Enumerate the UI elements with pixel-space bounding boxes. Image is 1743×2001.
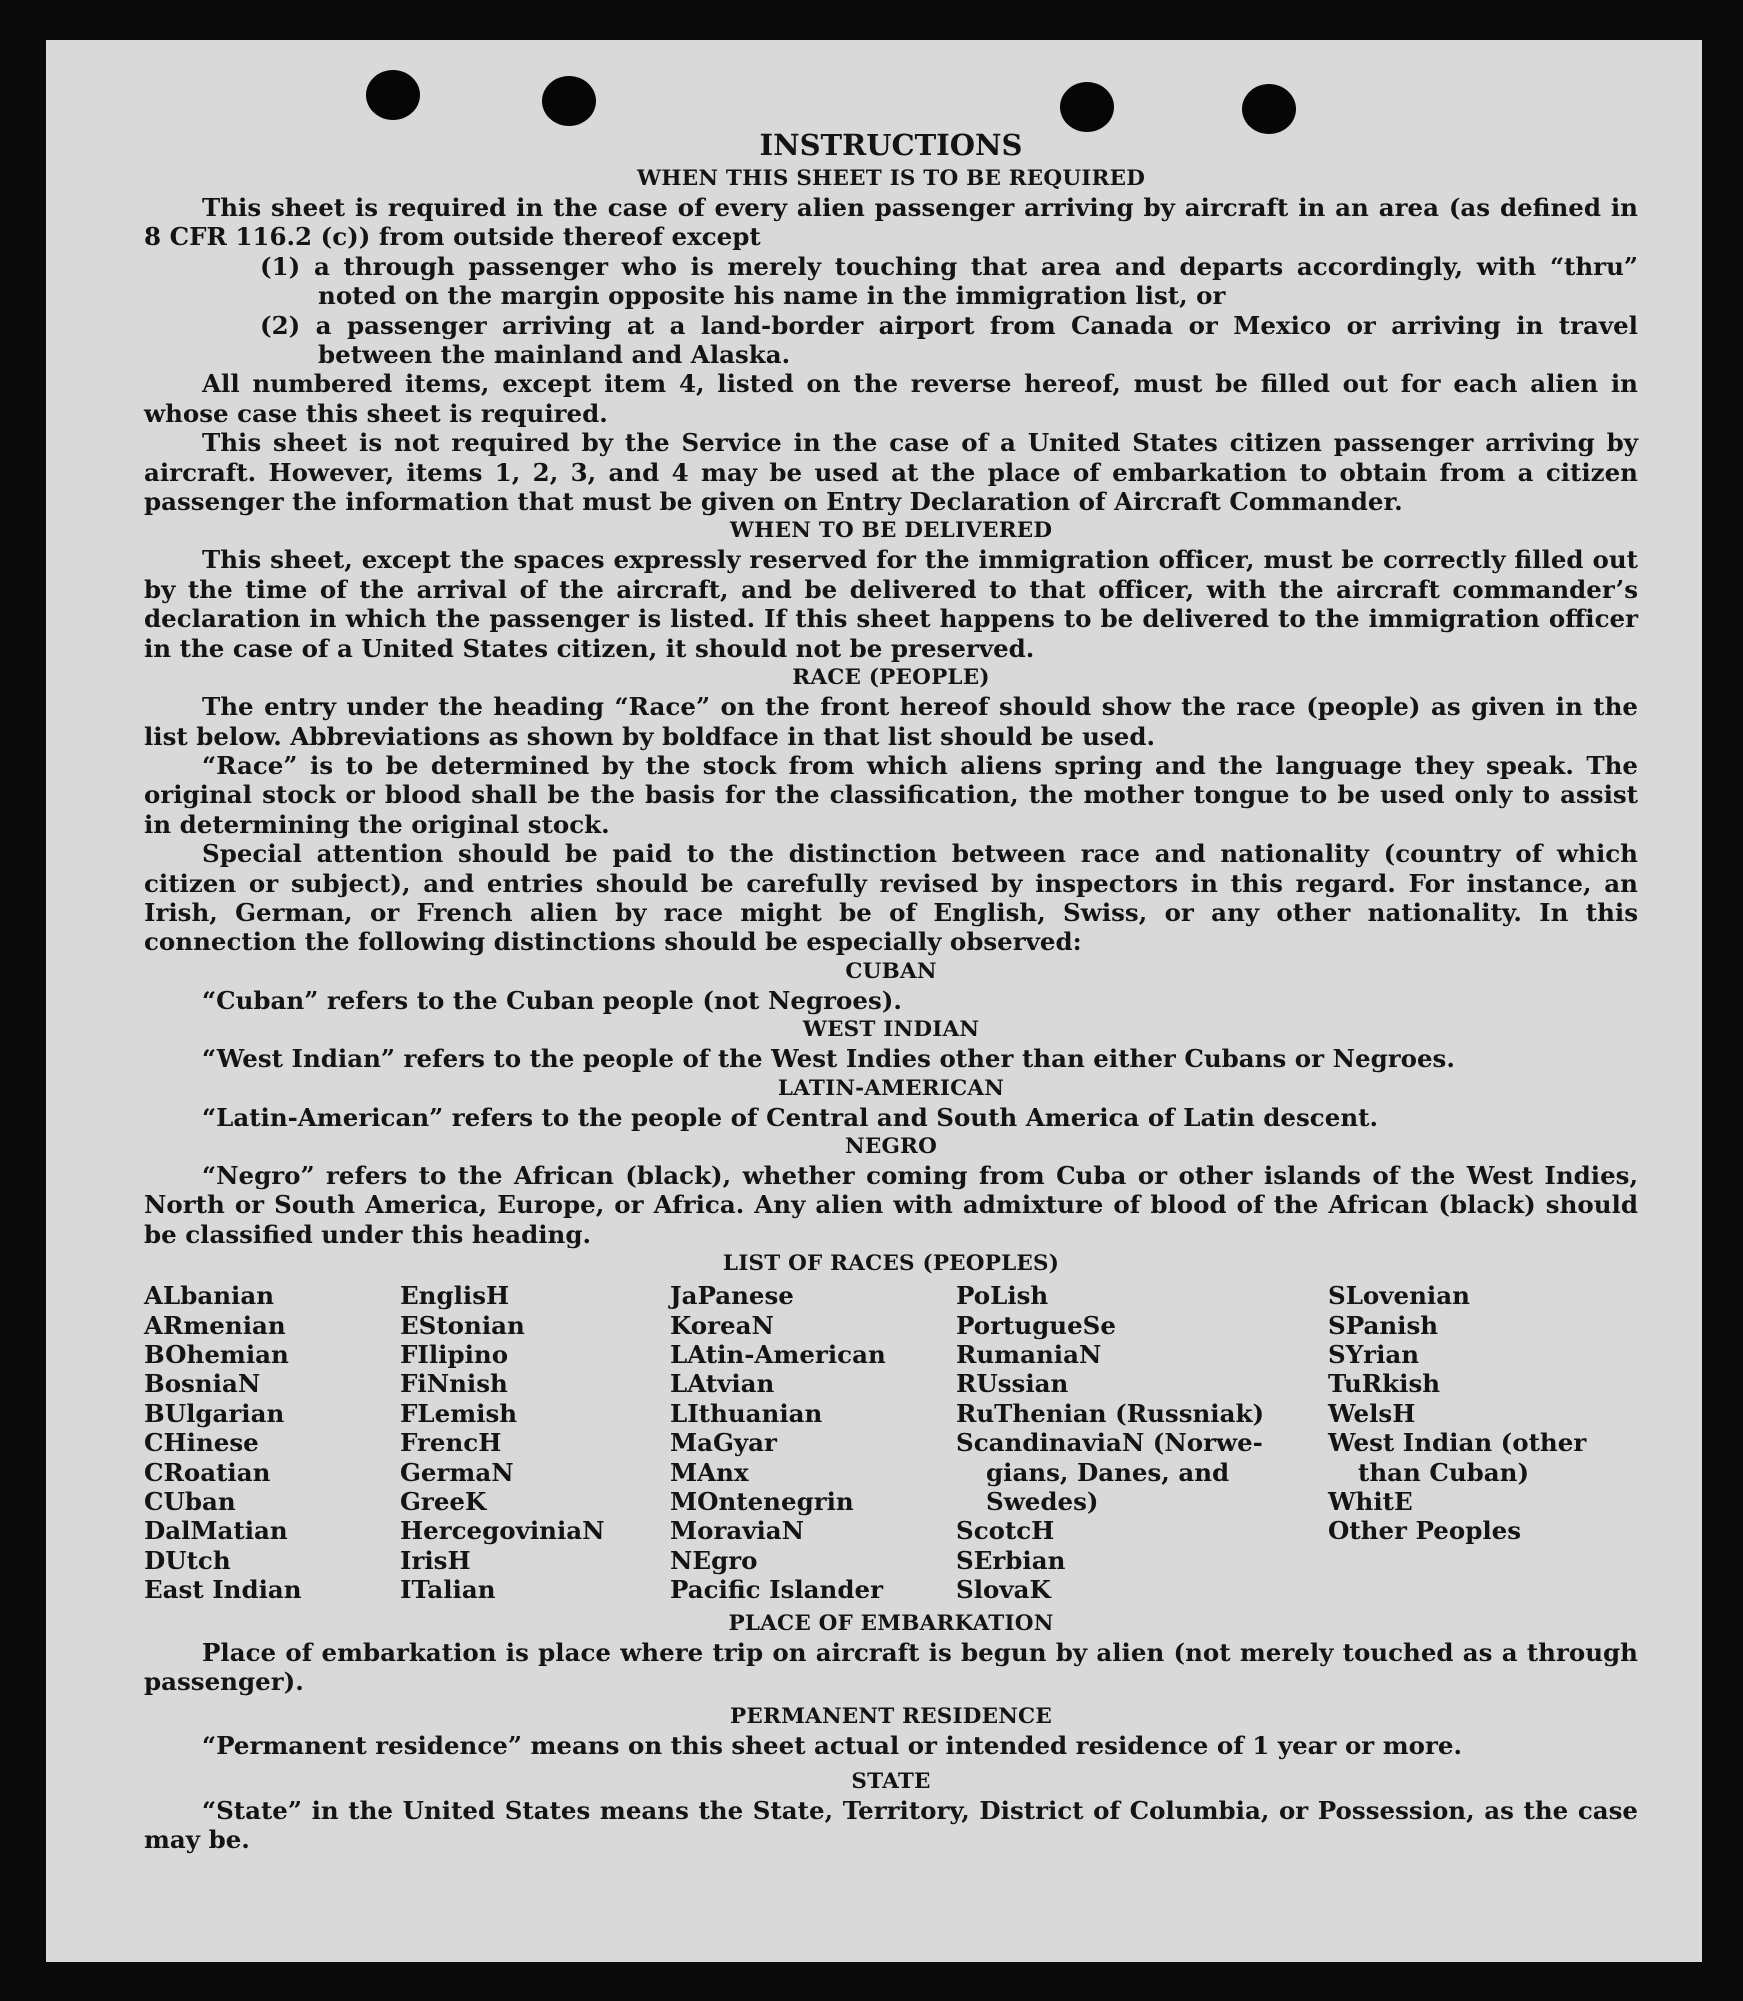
race-list — [144, 1281, 1638, 1604]
race-item: TuRkish — [1328, 1369, 1441, 1399]
race-item: CHinese — [144, 1428, 259, 1458]
page-title: INSTRUCTIONS — [759, 128, 1023, 162]
section-heading: WHEN TO BE DELIVERED — [729, 518, 1053, 544]
race-item: Pacific Islander — [670, 1575, 883, 1605]
race-item: DalMatian — [144, 1516, 288, 1546]
race-item: WelsH — [1328, 1398, 1416, 1428]
race-item: BOhemian — [144, 1340, 289, 1369]
instructions-content — [144, 128, 1638, 1855]
section-heading: NEGRO — [845, 1133, 937, 1159]
section-heading: LATIN-AMERICAN — [777, 1075, 1005, 1101]
punch-hole — [1060, 82, 1114, 132]
race-item: GermaN — [400, 1457, 514, 1487]
paragraph: All numbered items, except item 4, listed on the reverse hereof, must be filled out for each alien in whose case this sheet is required. — [144, 369, 1638, 428]
race-item: EStonian — [400, 1310, 525, 1340]
paragraph: “Negro” refers to the African (black), whether coming from Cuba or other islands of the West Indies, North or South America, Europe, or Africa. Any alien with admixture of blood of the African (black) should be classified under this heading. — [144, 1160, 1638, 1249]
race-column — [956, 1281, 1328, 1604]
race-item: IrisH — [400, 1545, 471, 1575]
race-item: FLemish — [400, 1398, 518, 1428]
race-column — [670, 1281, 956, 1604]
race-column — [144, 1281, 400, 1604]
punch-hole — [366, 70, 420, 120]
paragraph: This sheet, except the spaces expressly reserved for the immigration officer, must be correctly filled out by the time of the arrival of the aircraft, and be delivered to that officer, with the aircraft commander’s declaration in which the passenger is listed. If this sheet happens to be delivered to the immigration officer in the case of a United States citizen, it should not be preserved. — [144, 545, 1638, 663]
race-item: CUban — [144, 1487, 236, 1517]
race-item: LAtvian — [670, 1369, 775, 1399]
race-item: FrencH — [400, 1428, 502, 1458]
race-item: EnglisH — [400, 1281, 510, 1311]
list-item: (1) a through passenger who is merely touching that area and departs accordingly, with “thru” noted on the margin opposite his name in the immigration list, or — [260, 251, 1638, 311]
race-item: BosniaN — [144, 1369, 261, 1399]
race-item: RuThenian (Russniak) — [956, 1398, 1265, 1428]
section-heading: PERMANENT RESIDENCE — [730, 1704, 1052, 1730]
race-item: MAnx — [670, 1457, 749, 1487]
race-item: HercegoviniaN — [400, 1516, 605, 1546]
race-item: SPanish — [1328, 1310, 1439, 1340]
section-heading: LIST OF RACES (PEOPLES) — [722, 1251, 1060, 1277]
race-item: than Cuban) — [1358, 1457, 1530, 1487]
paragraph: “State” in the United States means the State, Territory, District of Columbia, or Possession, as the case may be. — [144, 1795, 1638, 1855]
race-item: NEgro — [670, 1545, 758, 1575]
document-sheet — [46, 40, 1702, 1962]
paragraph: The entry under the heading “Race” on the front hereof should show the race (people) as given in the list below. Abbreviations as shown by boldface in that list should be used. — [144, 692, 1638, 751]
paragraph: Place of embarkation is place where trip on aircraft is begun by alien (not merely touched as a through passenger). — [144, 1637, 1638, 1697]
race-item: gians, Danes, and — [986, 1457, 1230, 1487]
race-item: GreeK — [400, 1487, 487, 1517]
race-item: KoreaN — [670, 1310, 774, 1340]
race-item: CRoatian — [144, 1457, 271, 1487]
punch-hole — [1242, 84, 1296, 134]
race-item: LAtin-American — [670, 1340, 886, 1369]
race-item: RumaniaN — [956, 1340, 1102, 1369]
section-heading: RACE (PEOPLE) — [792, 665, 990, 691]
race-item: SLovenian — [1328, 1281, 1470, 1311]
race-item: RUssian — [956, 1369, 1069, 1399]
race-column — [400, 1281, 670, 1604]
paragraph: “Cuban” refers to the Cuban people (not Negroes). — [202, 985, 902, 1015]
race-item: DUtch — [144, 1545, 231, 1575]
race-item: SErbian — [956, 1545, 1066, 1575]
paragraph: Special attention should be paid to the distinction between race and nationality (country of which citizen or subject), and entries should be carefully revised by inspectors in this regard. For instance, an Irish, German, or French alien by race might be of English, Swiss, or any other nationality. In this connection the following distinctions should be especially observed: — [144, 839, 1638, 957]
race-item: LIthuanian — [670, 1398, 823, 1428]
race-item: East Indian — [144, 1575, 302, 1605]
race-item: MoraviaN — [670, 1516, 805, 1546]
race-column — [1328, 1281, 1628, 1604]
race-item: BUlgarian — [144, 1398, 285, 1428]
paragraph: “West Indian” refers to the people of the West Indies other than either Cubans or Negroes. — [202, 1044, 1455, 1074]
race-item: MOntenegrin — [670, 1487, 854, 1517]
race-item: PoLish — [956, 1281, 1049, 1311]
race-item: FIlipino — [400, 1340, 509, 1369]
race-item: ALbanian — [144, 1281, 275, 1311]
race-item: ARmenian — [144, 1310, 286, 1340]
race-item: Other Peoples — [1328, 1516, 1522, 1546]
race-item: FiNnish — [400, 1369, 508, 1399]
race-item: West Indian (other — [1328, 1428, 1587, 1458]
race-item: SlovaK — [956, 1575, 1051, 1605]
list-item: (2) a passenger arriving at a land-border airport from Canada or Mexico or arriving in travel between the mainland and Alaska. — [260, 310, 1638, 370]
section-heading: CUBAN — [845, 958, 937, 984]
punch-hole — [542, 76, 596, 126]
race-item: Swedes) — [986, 1487, 1099, 1517]
paragraph: This sheet is required in the case of every alien passenger arriving by aircraft in an area (as defined in 8 CFR 116.2 (c)) from outside thereof except — [144, 193, 1638, 252]
section-heading: STATE — [851, 1768, 931, 1794]
race-item: ScandinaviaN (Norwe- — [956, 1428, 1263, 1458]
paragraph: “Latin-American” refers to the people of Central and South America of Latin descent. — [202, 1102, 1378, 1132]
paragraph: “Permanent residence” means on this sheet actual or intended residence of 1 year or more. — [202, 1731, 1463, 1761]
race-item: WhitE — [1328, 1487, 1413, 1517]
race-item: JaPanese — [670, 1281, 794, 1311]
section-heading: PLACE OF EMBARKATION — [728, 1610, 1054, 1636]
race-item: MaGyar — [670, 1428, 777, 1458]
race-item: PortugueSe — [956, 1310, 1116, 1340]
race-item: SYrian — [1328, 1340, 1420, 1369]
race-item: ITalian — [400, 1575, 496, 1605]
paragraph: “Race” is to be determined by the stock from which aliens spring and the language they speak. The original stock or blood shall be the basis for the classification, the mother tongue to be used only to assist in determining the original stock. — [144, 750, 1638, 839]
race-item: ScotcH — [956, 1516, 1055, 1546]
paragraph: This sheet is not required by the Service in the case of a United States citizen passenger arriving by aircraft. However, items 1, 2, 3, and 4 may be used at the place of embarkation to obtain from a citizen passenger the information that must be given on Entry Declaration of Aircraft Commander. — [144, 428, 1638, 517]
section-heading: WEST INDIAN — [802, 1017, 980, 1043]
section-heading: WHEN THIS SHEET IS TO BE REQUIRED — [636, 166, 1146, 191]
